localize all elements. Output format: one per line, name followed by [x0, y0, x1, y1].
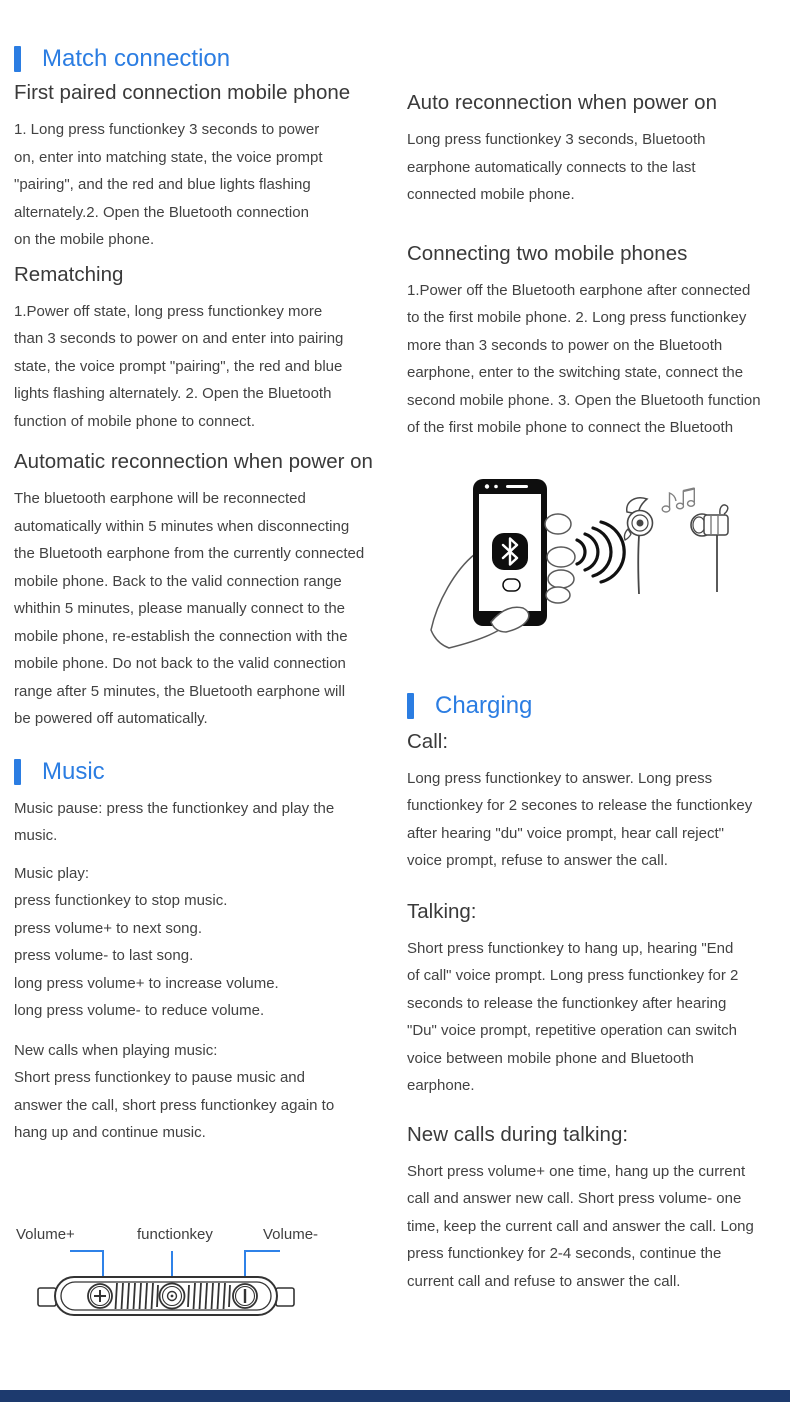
- text-line: voice between mobile phone and Bluetooth: [407, 1049, 694, 1067]
- text-line: Music pause: press the functionkey and play the: [14, 799, 335, 817]
- text-line: more than 3 seconds to power on the Bluetooth: [407, 336, 723, 354]
- signal-waves-icon: [577, 522, 624, 582]
- remote-control-diagram: [14, 1245, 389, 1343]
- paragraph-new-calls-talking: [407, 1158, 783, 1296]
- text-line: after hearing "du" voice prompt, hear call reject": [407, 824, 724, 842]
- section-charging: [407, 691, 790, 721]
- text-line: automatically within 5 minutes when disconnecting: [14, 517, 350, 535]
- paragraph-two-phones: [407, 277, 783, 442]
- functionkey-button: [160, 1283, 185, 1308]
- label-volume-minus: Volume-: [263, 1225, 319, 1243]
- music-notes-icon: [662, 488, 694, 512]
- text-line: "Du" voice prompt, repetitive operation can switch: [407, 1022, 737, 1039]
- heading-auto-reconnection: Auto reconnection when power on: [407, 91, 717, 114]
- text-line: the Bluetooth earphone from the currently connected: [14, 545, 365, 562]
- right-column: [393, 0, 790, 1343]
- text-line: range after 5 minutes, the Bluetooth earphone will: [14, 682, 346, 700]
- minus-icon: [244, 1289, 246, 1303]
- earbud-cable: [638, 535, 639, 594]
- heading-call: Call:: [407, 729, 449, 753]
- paragraph-new-calls-music: [14, 1037, 390, 1147]
- text-line: long press volume+ to increase volume.: [14, 974, 279, 992]
- section-title-text: Music: [42, 757, 105, 785]
- paragraph-music-pause: [14, 795, 390, 850]
- text-line: 1.Power off state, long press functionkey more: [14, 302, 323, 320]
- text-line: The bluetooth earphone will be reconnected: [14, 490, 306, 507]
- text-line: 1. Long press functionkey 3 seconds to power: [14, 121, 320, 138]
- label-functionkey: functionkey: [137, 1225, 213, 1243]
- home-button-icon: [503, 579, 520, 591]
- text-line: hang up and continue music.: [14, 1124, 206, 1141]
- phone-bluetooth-illustration: [411, 462, 771, 674]
- volume-plus-button: [88, 1284, 112, 1308]
- heading-rematching: Rematching: [14, 262, 124, 286]
- text-line: answer the call, short press functionkey again to: [14, 1096, 335, 1114]
- text-line: whithin 5 minutes, please manually connect to the: [14, 600, 346, 617]
- hand-fingers: [545, 514, 575, 603]
- heading-two-phones: Connecting two mobile phones: [407, 241, 688, 265]
- paragraph-auto-reconnection: [407, 126, 783, 209]
- text-line: time, keep the current call and answer the call. Long: [407, 1217, 754, 1235]
- heading-talking: Talking:: [407, 899, 477, 923]
- text-line: function of mobile phone to connect.: [14, 412, 255, 430]
- text-line: press functionkey to stop music.: [14, 892, 228, 909]
- text-line: on the mobile phone.: [14, 231, 155, 248]
- text-line: seconds to release the functionkey after hearing: [407, 994, 727, 1012]
- text-line: 1.Power off the Bluetooth earphone after connected: [407, 281, 751, 299]
- section-accent-bar: [14, 759, 21, 785]
- bluetooth-icon: [492, 533, 528, 570]
- text-line: connected mobile phone.: [407, 186, 575, 203]
- text-line: press volume- to last song.: [14, 947, 194, 964]
- paragraph-automatic-reconnection: [14, 485, 390, 733]
- text-line: be powered off automatically.: [14, 710, 208, 727]
- heading-new-calls-talking: New calls during talking:: [407, 1122, 629, 1146]
- paragraph-music-play: [14, 860, 390, 1025]
- text-line: press functionkey for 2-4 seconds, continue the: [407, 1245, 722, 1262]
- text-line: mobile phone. Back to the valid connection range: [14, 572, 342, 590]
- section-music: [14, 757, 393, 787]
- text-line: press volume+ to next song.: [14, 919, 203, 937]
- text-line: voice prompt, refuse to answer the call.: [407, 852, 668, 869]
- text-line: to the first mobile phone. 2. Long press functionkey: [407, 309, 747, 326]
- text-line: Music play:: [14, 864, 90, 882]
- text-line: mobile phone. Do not back to the valid connection: [14, 655, 346, 672]
- text-line: on, enter into matching state, the voice prompt: [14, 148, 323, 166]
- text-line: of the first mobile phone to connect the Bluetooth: [407, 419, 734, 436]
- text-line: alternately.2. Open the Bluetooth connection: [14, 203, 309, 221]
- text-line: Short press functionkey to pause music and: [14, 1069, 305, 1086]
- text-line: Short press functionkey to hang up, hearing "End: [407, 939, 734, 957]
- footer-bar: [0, 1390, 790, 1402]
- section-title-text: Match connection: [42, 45, 231, 72]
- smartphone: [473, 479, 547, 626]
- text-line: mobile phone, re-establish the connection with the: [14, 627, 348, 645]
- paragraph-talking: [407, 935, 783, 1100]
- left-column: [0, 0, 393, 1343]
- text-line: of call" voice prompt. Long press functionkey for 2: [407, 967, 739, 984]
- section-title-text: Charging: [435, 691, 533, 719]
- text-line: functionkey for 2 secones to release the functionkey: [407, 797, 753, 814]
- text-line: New calls when playing music:: [14, 1041, 218, 1059]
- text-line: music.: [14, 827, 58, 844]
- section-accent-bar: [407, 693, 414, 719]
- text-line: Short press volume+ one time, hang up the current: [407, 1162, 746, 1180]
- right-earbud: [691, 504, 728, 591]
- text-line: second mobile phone. 3. Open the Bluetooth function: [407, 391, 761, 409]
- text-line: Long press functionkey to answer. Long press: [407, 769, 713, 787]
- section-accent-bar: [14, 46, 21, 72]
- text-line: lights flashing alternately. 2. Open the Bluetooth: [14, 385, 332, 402]
- paragraph-call: [407, 765, 783, 875]
- heading-automatic-reconnection: Automatic reconnection when power on: [14, 450, 373, 473]
- text-line: earphone.: [407, 1077, 475, 1094]
- text-line: current call and refuse to answer the call.: [407, 1272, 681, 1290]
- remote-control-figure: [14, 1225, 389, 1343]
- text-line: earphone, enter to the switching state, connect the: [407, 364, 744, 381]
- section-match-connection: [14, 44, 393, 74]
- text-line: state, the voice prompt "pairing", the red and blue: [14, 357, 343, 375]
- text-line: call and answer new call. Short press volume- one: [407, 1190, 742, 1207]
- paragraph-first-paired: [14, 116, 390, 254]
- label-volume-plus: Volume+: [16, 1225, 75, 1243]
- text-line: "pairing", and the red and blue lights flashing: [14, 176, 311, 193]
- volume-minus-button: [233, 1284, 257, 1308]
- text-line: than 3 seconds to power on and enter into pairing: [14, 330, 344, 347]
- heading-first-paired: First paired connection mobile phone: [14, 81, 351, 104]
- text-line: long press volume- to reduce volume.: [14, 1002, 265, 1019]
- text-line: Long press functionkey 3 seconds, Bluetooth: [407, 131, 706, 148]
- text-line: earphone automatically connects to the last: [407, 158, 696, 176]
- paragraph-rematching: [14, 298, 390, 436]
- left-earbud: [624, 497, 652, 593]
